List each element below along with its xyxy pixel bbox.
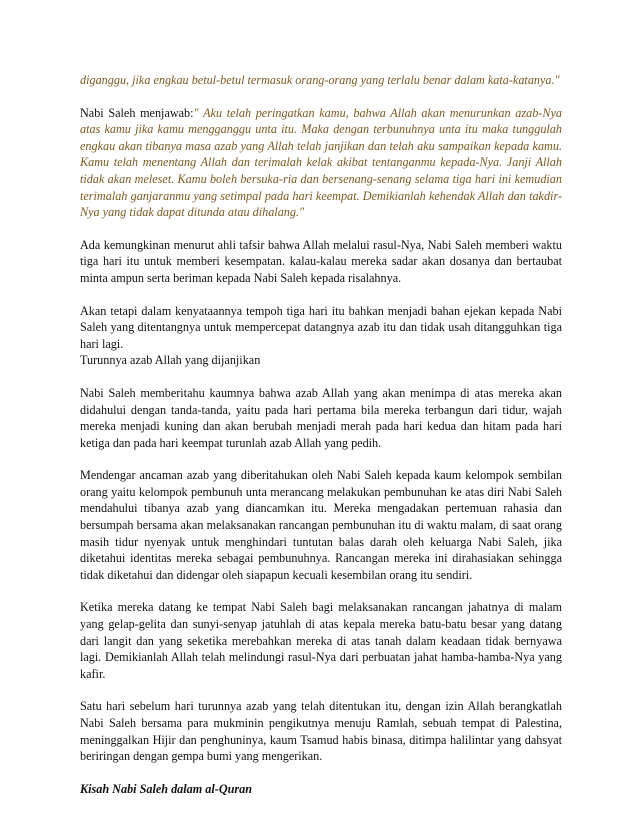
reply-quote-text: " Aku telah peringatkan kamu, bahwa Allah akan menurunkan azab-Nya atas kamu jika kamu mengganggu unta itu. Maka dengan terbunuhnya unta itu maka tunggulah engkau akan tibanya masa azab yang Allah telah janjikan dan telah aku sampaikan kepada kamu. Kamu telah menentang Allah dan terimalah kelak akibat tentanganmu kepada-Nya. Janji Allah tidak akan meleset. Kamu boleh bersuka-ria dan bersenang-senang selama tiga hari ini kemudian terimalah ganjaranmu yang setimpal pada hari keempat. Demikianlah kehendak Allah dan takdir-Nya yang tidak dapat ditunda atau dihalang." <box>80 105 562 220</box>
paragraph-signs: Nabi Saleh memberitahu kaumnya bahwa azab Allah yang akan menimpa di atas mereka akan didahului dengan tanda-tanda, yaitu pada hari pertama bila mereka terbangun dari tidur, wajah mereka menjadi kuning dan akan berubah menjadi merah pada hari kedua dan hitam pada hari ketiga dan pada hari keempat turunlah azab Allah yang pedih. <box>80 385 562 450</box>
paragraph-stones: Ketika mereka datang ke tempat Nabi Saleh bagi melaksanakan rancangan jahatnya di malam yang gelap-gelita dan sunyi-senyap jatuhlah di atas kepala mereka batu-batu besar yang datang dari langit dan yang seketika merebahkan mereka di atas tanah dalam keadaan tidak bernyawa lagi. Demikianlah Allah telah melindungi rasul-Nya dari perbuatan jahat hamba-hamba-Nya yang kafir. <box>80 600 562 681</box>
section-heading-quran: Kisah Nabi Saleh dalam al-Quran <box>80 781 253 796</box>
paragraph-intro-quote: diganggu, jika engkau betul-betul termasuk orang-orang yang terlalu benar dalam kata-katanya." <box>80 73 560 87</box>
paragraph-reply <box>80 105 562 221</box>
document-page <box>80 72 562 813</box>
paragraph-reality <box>80 303 562 369</box>
paragraph-possibility: Ada kemungkinan menurut ahli tafsir bahwa Allah melalui rasul-Nya, Nabi Saleh memberi waktu tiga hari itu untuk memberi kesempatan. kalau-kalau mereka sadar akan dosanya dan bertaubat minta ampun serta beriman kepada Nabi Saleh kepada risalahnya. <box>80 237 562 285</box>
reply-lead-text: Nabi Saleh menjawab: <box>80 105 194 120</box>
paragraph-departure: Satu hari sebelum hari turunnya azab yang telah ditentukan itu, dengan izin Allah berangkatlah Nabi Saleh bersama para mukminin pengikutnya menuju Ramlah, sebuah tempat di Palestina, meninggalkan Hijir dan penghuninya, kaum Tsamud habis binasa, ditimpa halilintar yang dahsyat beriringan dengan gempa bumi yang mengerikan. <box>80 699 562 764</box>
reality-text: Akan tetapi dalam kenyataannya tempoh tiga hari itu bahkan menjadi bahan ejekan kepada Nabi Saleh yang ditentangnya untuk mempercepat datangnya azab itu dan tidak usah ditangguhkan tiga hari lagi. <box>80 303 562 351</box>
subheading-descent: Turunnya azab Allah yang dijanjikan <box>80 353 261 368</box>
paragraph-plot: Mendengar ancaman azab yang diberitahukan oleh Nabi Saleh kepada kaum kelompok sembilan orang yaitu kelompok pembunuh unta merancang melakukan pembunuhan ke atas diri Nabi Saleh mendahului tibanya azab yang diancamkan itu. Mereka mengadakan pertemuan rahasia dan bersumpah bersama akan melaksanakan rancangan pembunuhan itu di waktu malam, di saat orang masih tidur nyenyak untuk menghindari tuntutan balas darah oleh keluarga Nabi Saleh, jika diketahui identitas mereka sebagai pembunuhnya. Rancangan mereka ini dirahasiakan sehingga tidak diketahui dan didengar oleh siapapun kecuali kesembilan orang itu sendiri. <box>80 468 562 582</box>
